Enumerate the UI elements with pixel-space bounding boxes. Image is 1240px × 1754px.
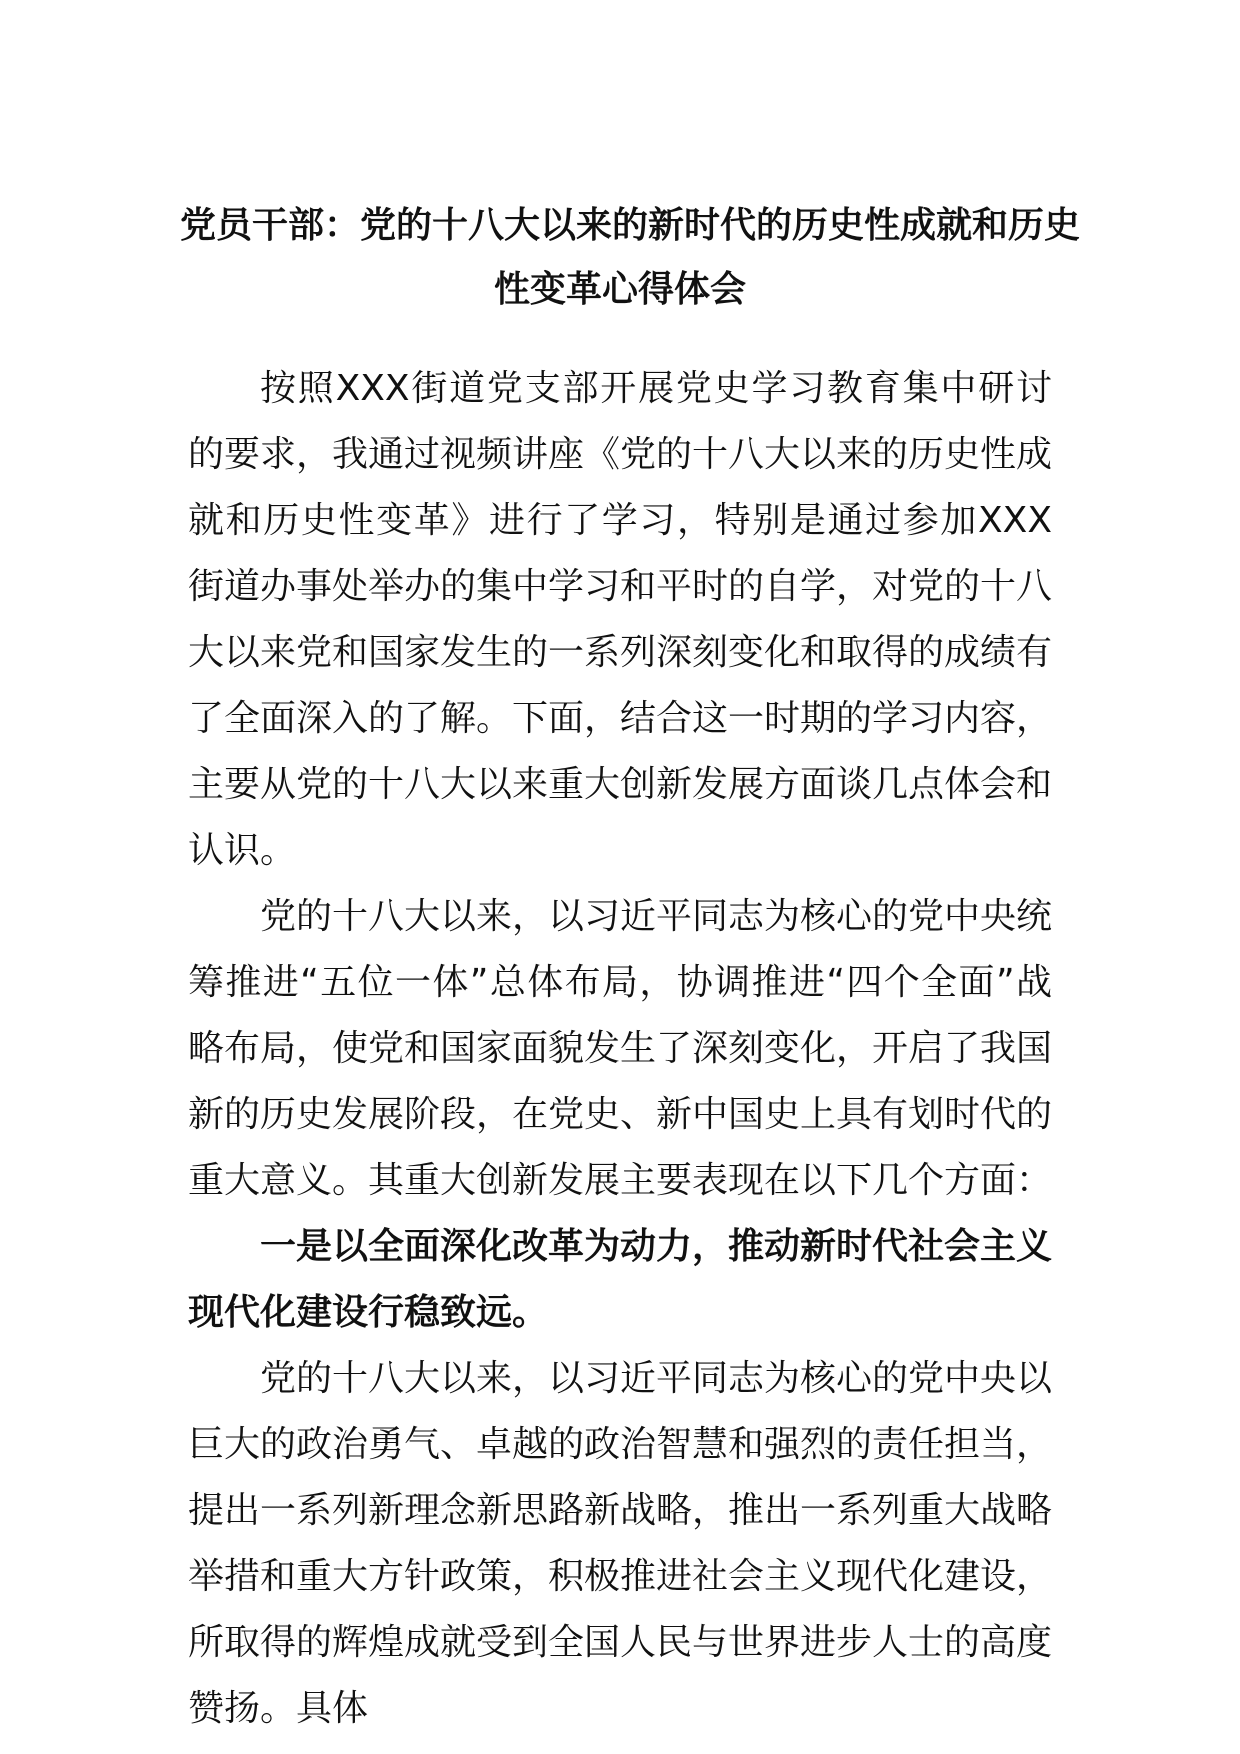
section-heading-1: 一是以全面深化改革为动力，推动新时代社会主义现代化建设行稳致远。: [188, 1226, 1053, 1333]
document-title-line-1: 党员干部：党的十八大以来的新时代的历史性成就和历史: [180, 205, 1081, 246]
paragraph-intro: 按照XXX街道党支部开展党史学习教育集中研讨的要求，我通过视频讲座《党的十八大以来的历史性成就和历史性变革》进行了学习，特别是通过参加XXX街道办事处举办的集中学习和平时的自学，对党的十八大以来党和国家发生的一系列深刻变化和取得的成绩有了全面深入的了解。下面，结合这一时期的学习内容，主要从党的十八大以来重大创新发展方面谈几点体会和认识。: [188, 368, 1053, 871]
document-title-line-2: 性变革心得体会: [493, 269, 746, 310]
document-body: [188, 356, 1052, 1742]
paragraph-section-1: 党的十八大以来，以习近平同志为核心的党中央以巨大的政治勇气、卓越的政治智慧和强烈的责任担当，提出一系列新理念新思路新战略，推出一系列重大战略举措和重大方针政策，积极推进社会主义现代化建设，所取得的辉煌成就受到全国人民与世界进步人士的高度赞扬。具体: [188, 1358, 1053, 1729]
paragraph-overview: 党的十八大以来，以习近平同志为核心的党中央统筹推进“五位一体”总体布局，协调推进“四个全面”战略布局，使党和国家面貌发生了深刻变化，开启了我国新的历史发展阶段，在党史、新中国史上具有划时代的重大意义。其重大创新发展主要表现在以下几个方面：: [188, 896, 1053, 1201]
